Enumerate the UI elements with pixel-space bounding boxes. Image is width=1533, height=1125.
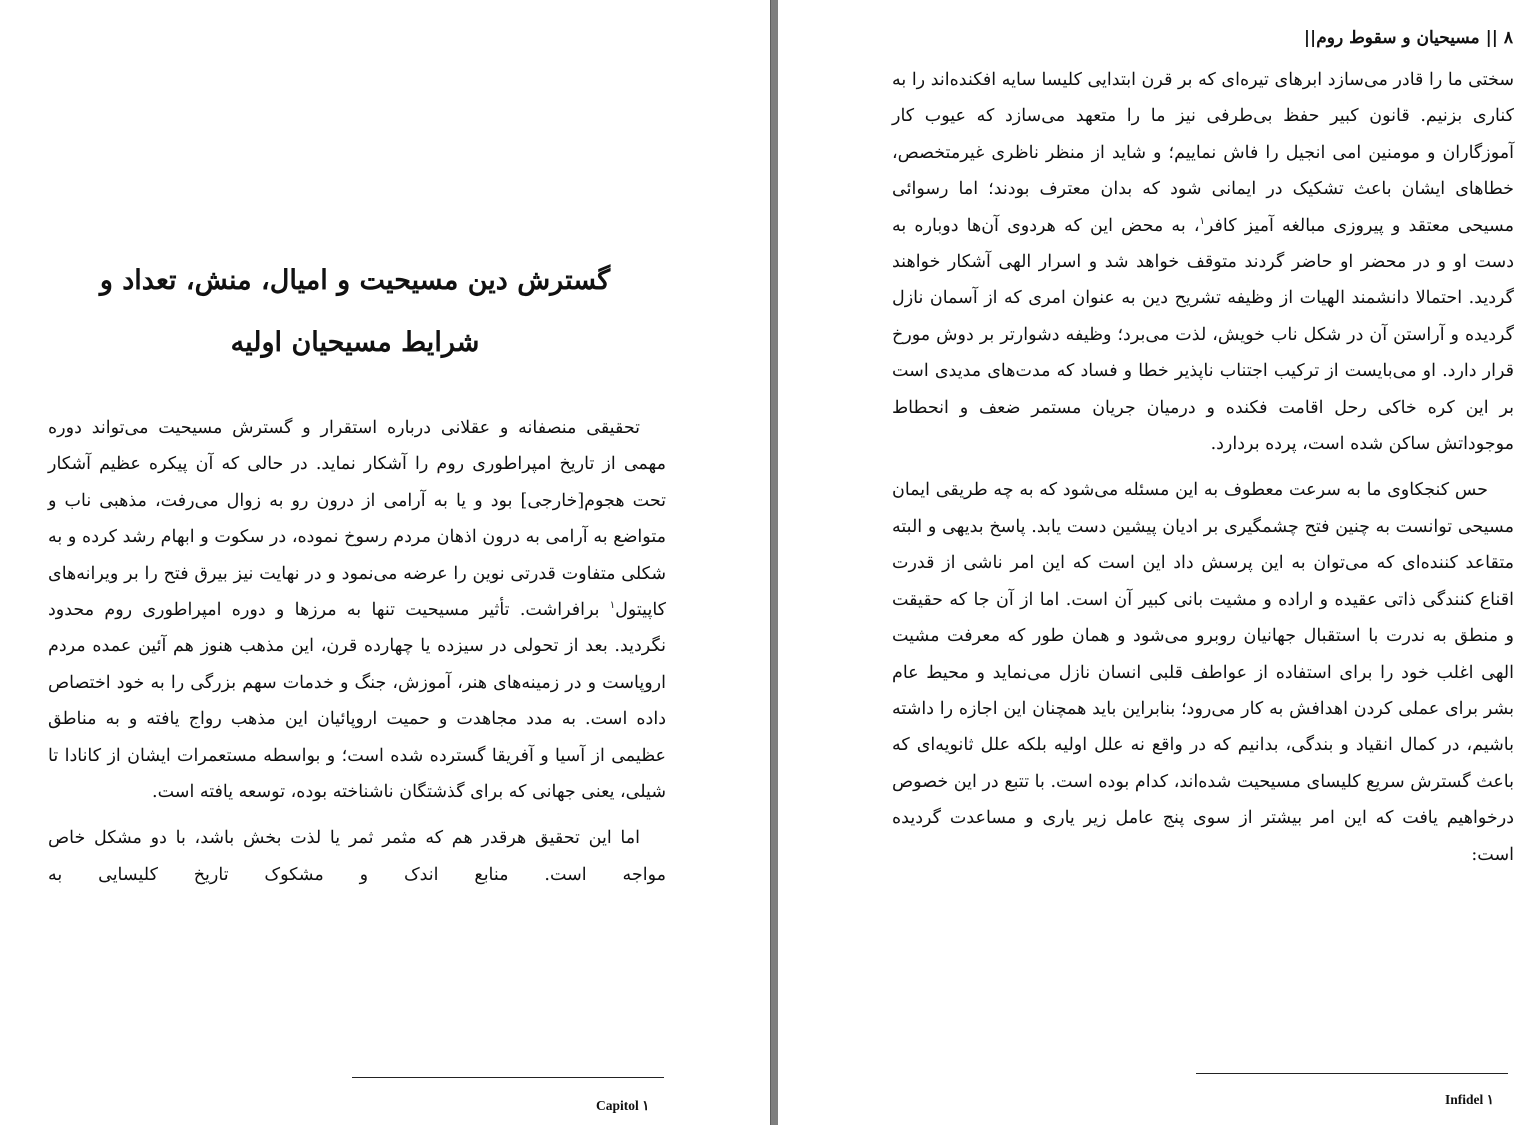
chapter-title-line-1: گسترش دین مسیحیت و امیال، منش، تعداد و	[99, 265, 611, 296]
right-page	[778, 0, 1533, 1125]
right-footnote	[1445, 1092, 1494, 1108]
footnote-divider	[352, 1077, 664, 1078]
footnote-divider	[1196, 1073, 1508, 1074]
right-paragraph-2: حس کنجکاوی ما به سرعت معطوف به این مسئله می‌شود که به چه طریقی ایمان مسیحی توانست به چنین فتح چشمگیری بر ادیان پیشین دست یابد. پاسخ بدیهی و البته متقاعد کننده‌ای که می‌توان به این پرسش داد این است که این امر ناشی از قدرت اقناع کنندگی ذاتی عقیده و اراده و مشیت بانی کبیر آن است. اما از آن جا که حقیقت و منطق به ندرت با استقبال جهانیان روبرو می‌شود و همان طور که معرفت مشیت الهی اغلب خود را برای استفاده از عواطف قلبی انسان نازل می‌نماید و محیط عام بشر برای عملی کردن اهدافش به کار می‌رود؛ بنابراین باید همچنان این اجازه را داشته باشیم، در کمال انقیاد و بندگی، بدانیم که در واقع نه علل اولیه بلکه علل ثانویه‌ای که باعث گسترش سریع کلیسای مسیحیت شده‌اند، کدام بوده است. با تتبع در این خصوص درخواهیم یافت که این امر بیشتر از سوی پنج عامل زیر یاری و مساعدت گردیده است:	[892, 480, 1514, 865]
left-paragraph-2: اما این تحقیق هرقدر هم که مثمر ثمر یا لذت بخش باشد، با دو مشکل خاص مواجه است. منابع اندک و مشکوک تاریخ کلیسایی به	[48, 828, 666, 885]
right-paragraph-1-part-b: ، به محض این که هردوی آن‌ها دوباره به دست او و در محضر او حاضر گردند متوقف خواهد شد و اسرار الهی آشکار خواهند گردید. احتمالا دانشمند الهیات از وظیفه تشریح دین به عنوان امری که از آسمان نازل گردیده و آراستن آن در شکل ناب خویش، لذت می‌برد؛ وظیفه دشوارتر بر دوش مورخ قرار دارد. او می‌بایست از ترکیب اجتناب ناپذیر خطا و فساد که مدت‌های مدیدی است بر این کره خاکی رحل اقامت فکنده و درمیان جریان مستمر ضعف و انحطاط موجوداتش ساکن شده است، پرده بردارد.	[892, 215, 1514, 455]
chapter-title	[70, 250, 640, 374]
left-page-body	[48, 410, 666, 893]
footnote-text: Infidel	[1445, 1092, 1484, 1107]
running-head: ۸ || مسیحیان و سقوط روم||	[1303, 28, 1513, 48]
chapter-title-line-2: شرایط مسیحیان اولیه	[230, 327, 480, 358]
right-page-body	[892, 62, 1514, 873]
footnote-marker: ١	[609, 600, 616, 612]
footnote-number: ١	[1486, 1092, 1494, 1107]
right-paragraph-1-part-a: سختی ما را قادر می‌سازد ابرهای تیره‌ای که بر قرن ابتدایی کلیسا سایه افکنده‌اند را به کناری بزنیم. قانون کبیر حفظ بی‌طرفی نیز ما را متعهد می‌سازد که عیوب کار آموزگاران و مومنین امی انجیل را فاش نماییم؛ و شاید از منظر ناظری غیرمتخصص، خطاهای ایشان باعث تشکیک در ایمانی شود که بدان معترف بودند؛ اما رسوائی مسیحی معتقد و پیروزی مبالغه آمیز کافر	[892, 70, 1514, 236]
left-footnote	[596, 1098, 649, 1114]
footnote-marker: ١	[1199, 215, 1205, 227]
footnote-text: Capitol	[596, 1098, 639, 1113]
left-paragraph-1	[48, 410, 666, 810]
right-paragraph-1	[892, 62, 1514, 462]
footnote-number: ١	[642, 1098, 650, 1113]
left-paragraph-1-part-b: برافراشت. تأثیر مسیحیت تنها به مرزها و دوره امپراطوری روم محدود نگردید. بعد از تحولی در سیزده یا چهارده قرن، این مذهب هنوز هم آئین عمده مردم اروپاست و در زمینه‌های هنر، آموزش، جنگ و خدمات سهم بزرگی را به خود اختصاص داده است. به مدد مجاهدت و حمیت اروپائیان این مذهب رواج یافته و به مناطق عظیمی از آسیا و آفریقا گسترده شده است؛ و بواسطه مستعمرات ایشان از کانادا تا شیلی، یعنی جهانی که برای گذشتگان ناشناخته بوده، توسعه یافته است.	[48, 600, 666, 803]
left-paragraph-1-part-a: تحقیقی منصفانه و عقلانی درباره استقرار و گسترش مسیحیت می‌تواند دوره مهمی از تاریخ امپراطوری روم را آشکار نماید. در حالی که آن پیکره عظیم آشکار تحت هجوم[خارجی] بود و یا به آرامی از درون رو به زوال می‌رفت، مذهبی ناب و متواضع به آرامی به درون اذهان مردم رسوخ نموده، در سکوت و ابهام رشد کرده و به شکلی متفاوت قدرتی نوین را عرضه می‌نمود و در نهایت نیز بیرق فتح را بر ویرانه‌های کاپیتول	[48, 418, 666, 621]
